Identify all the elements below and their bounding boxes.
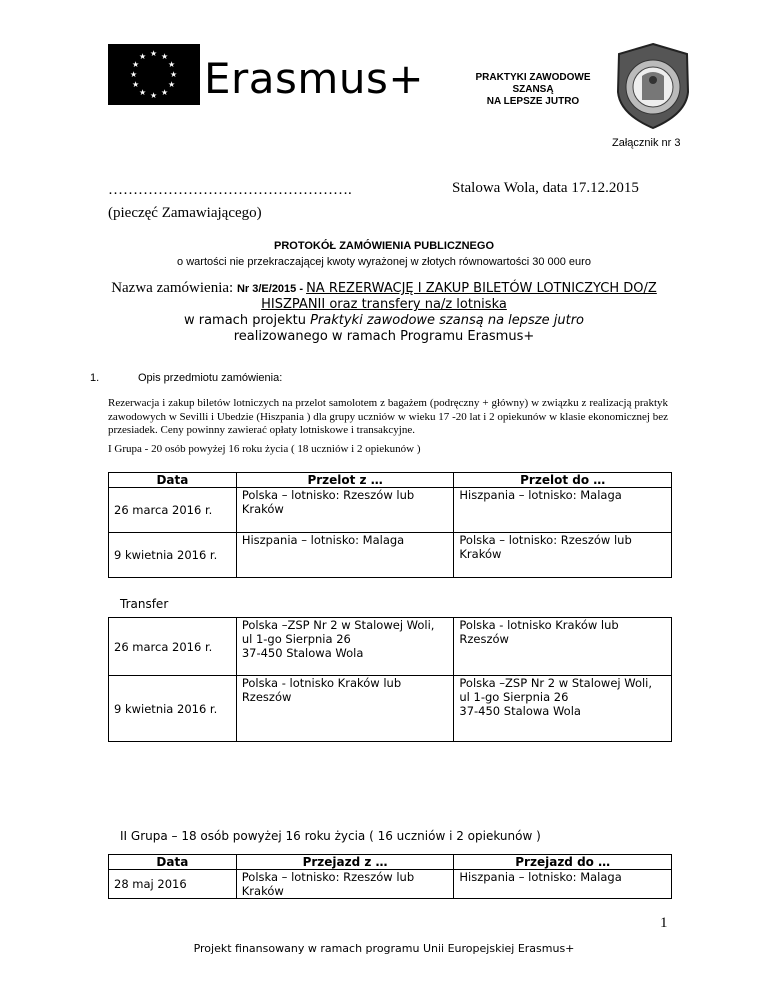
order-name-line-1 (0, 280, 768, 297)
cell-from: Polska – lotnisko: Rzeszów lub Kraków (236, 488, 454, 533)
cell-date: 28 maj 2016 (109, 870, 237, 899)
cell-date: 9 kwietnia 2016 r. (109, 533, 237, 578)
place-date: Stalowa Wola, data 17.12.2015 (452, 180, 639, 196)
cell-from (236, 618, 454, 676)
cell-to (454, 618, 672, 676)
transfer-label: Transfer (120, 597, 169, 611)
cell-to: Hiszpania – lotnisko: Malaga (454, 870, 672, 899)
group-1-label: I Grupa - 20 osób powyżej 16 roku życia ( 18 uczniów i 2 opiekunów ) (108, 443, 421, 455)
cell-to-line: Polska - lotnisko Kraków lub Rzeszów (459, 618, 619, 646)
cell-to: Polska – lotnisko: Rzeszów lub Kraków (454, 533, 672, 578)
header-from: Przelot z … (236, 473, 454, 488)
eu-flag-logo: ★ ★ ★ ★ ★ ★ ★ ★ ★ ★ ★ ★ (108, 44, 200, 105)
project-line-1: PRAKTYKI ZAWODOWE (475, 72, 591, 83)
page-number: 1 (660, 915, 668, 931)
header-to: Przejazd do … (454, 855, 672, 870)
cell-from: Hiszpania – lotnisko: Malaga (236, 533, 454, 578)
table-row (109, 533, 672, 578)
project-name: Praktyki zawodowe szansą na lepsze jutro (310, 313, 585, 328)
transport-table-group-2 (108, 854, 672, 899)
group-2-label: II Grupa – 18 osób powyżej 16 roku życia ( 16 uczniów i 2 opiekunów ) (120, 829, 541, 843)
attachment-label: Załącznik nr 3 (612, 137, 681, 149)
table-row (109, 676, 672, 742)
cell-from (236, 676, 454, 742)
project-prefix: w ramach projektu (183, 313, 311, 328)
header-data: Data (109, 855, 237, 870)
table-row (109, 488, 672, 533)
cell-from-line: Polska - lotnisko Kraków lub Rzeszów (241, 676, 402, 704)
header-data: Data (109, 473, 237, 488)
cell-from-line: Polska –ZSP Nr 2 w Stalowej Woli, ul 1-go Sierpnia 26 (241, 618, 435, 646)
transfer-table (108, 617, 672, 742)
header-from: Przejazd z … (236, 855, 454, 870)
project-line-2: SZANSĄ (512, 84, 554, 95)
cell-to-line: Polska –ZSP Nr 2 w Stalowej Woli, ul 1-go Sierpnia 26 (459, 676, 653, 704)
cell-date: 26 marca 2016 r. (109, 488, 237, 533)
table-row (109, 618, 672, 676)
cell-from: Polska – lotnisko: Rzeszów lub Kraków (236, 870, 454, 899)
cell-to: Hiszpania – lotnisko: Malaga (454, 488, 672, 533)
table-row (109, 870, 672, 899)
document-subtitle: o wartości nie przekraczającej kwoty wyrażonej w złotych równowartości 30 000 euro (177, 256, 591, 268)
section-number: 1. (90, 372, 100, 384)
project-title-block (443, 72, 623, 108)
header-to: Przelot do … (454, 473, 672, 488)
order-name-label: Nazwa zamówienia: (111, 280, 237, 296)
project-line (0, 313, 768, 328)
cell-date: 26 marca 2016 r. (109, 618, 237, 676)
cell-date: 9 kwietnia 2016 r. (109, 676, 237, 742)
school-seal-logo (612, 42, 694, 130)
stamp-label: (pieczęć Zamawiającego) (108, 205, 262, 221)
erasmus-brand: Erasmus+ (204, 54, 425, 103)
order-number: Nr 3/E/2015 - (236, 283, 307, 295)
footer-text: Projekt finansowany w ramach programu Unii Europejskiej Erasmus+ (193, 942, 575, 955)
project-line-3: NA LEPSZE JUTRO (486, 96, 580, 107)
section-title: Opis przedmiotu zamówienia: (138, 372, 283, 384)
cell-from-line: 37-450 Stalowa Wola (241, 646, 364, 660)
order-name-text-1: NA REZERWACJĘ I ZAKUP BILETÓW LOTNICZYCH DO/Z (306, 281, 657, 296)
cell-to-line: 37-450 Stalowa Wola (459, 704, 581, 718)
cell-to (454, 676, 672, 742)
flights-table-group-1 (108, 472, 672, 578)
order-description: Rezerwacja i zakup biletów lotniczych na przelot samolotem z bagażem (podręczny + główny) w związku z realizacją praktyk zawodowych w Sevilli i Ubedzie (Hiszpania ) dla grupy uczniów w wieku 17 -20 lat i 2 opiekunów w klasie ekonomicznej bez przesiadek. Ceny powinny zawierać opłaty lotniskowe i transakcyjne. (108, 397, 668, 436)
order-name-line-2: HISZPANII oraz transfery na/z lotniska (261, 297, 507, 312)
programme-line: realizowanego w ramach Programu Erasmus+ (233, 329, 535, 344)
document-title: PROTOKÓŁ ZAMÓWIENIA PUBLICZNEGO (274, 240, 494, 252)
stamp-dots: …………………………………………. (108, 182, 352, 198)
